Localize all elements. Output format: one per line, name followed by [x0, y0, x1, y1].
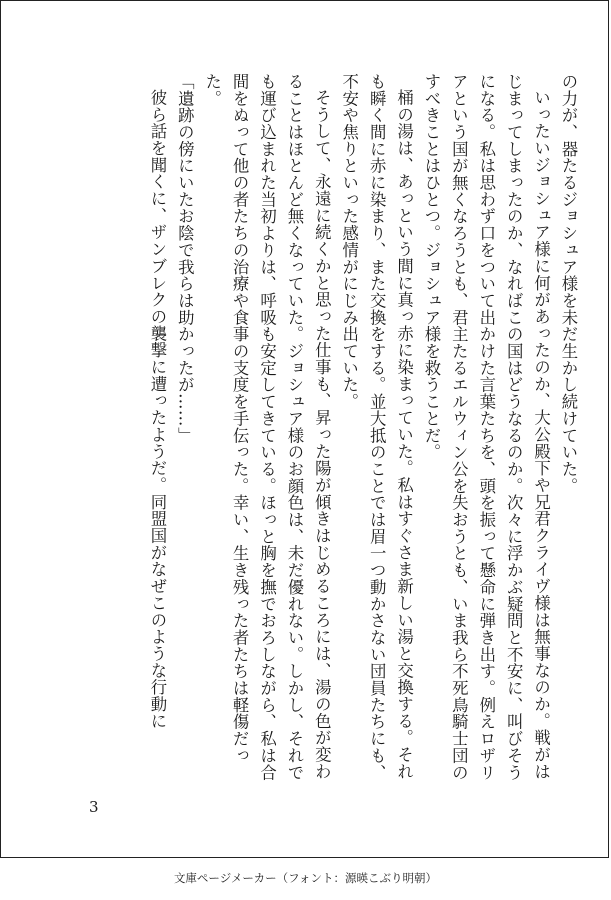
paragraph-2: いったいジョシュア様に何があったのか、大公殿下や兄君クライヴ様は無事なのか。戦がはじまってしまったのか、なればこの国はどうなるのか。次々に浮かぶ疑問と不安に、叫びそうになる。私は思わず口をついて出かけた言葉たちを、頭を振って懸命に弾き出す。例えロザリアという国が無くなろうとも、君主たるエルウィン公を失おうとも、いま我ら不死鳥騎士団のすべきことはひとつ。ジョシュア様を救うことだ。: [421, 73, 551, 781]
page-number: 3: [89, 798, 99, 816]
vertical-text-body: [62, 73, 582, 785]
dialogue-line: 「遺跡の傍にいたお陰で我らは助かったが……」: [175, 73, 195, 444]
paragraph-6: 彼ら話を聞くに、ザンブレクの襲撃に遭ったようだ。同盟国がなぜこのような行動に: [147, 89, 167, 730]
paragraph-1: の力が、器たるジョシュア様を未だ生かし続けていた。: [559, 73, 578, 495]
footer-credit: 文庫ページメーカー（フォント：源暎こぶり明朝）: [173, 871, 438, 885]
paragraph-3: 桶の湯は、あっという間に真っ赤に染まっていた。私はすぐさま新しい湯と交換する。それも瞬く間に赤に染まり、また交換をする。並大抵のことでは眉一つ動かさない団員たちにも、不安や焦りといった感情がにじみ出ていた。: [339, 73, 414, 781]
paragraph-4: そうして、永遠に続くかと思った仕事も、昇った陽が傾きはじめるころには、湯の色が変わることはほとんど無くなっていた。ジョシュア様のお顔色は、未だ優れない。しかし、それでも運び込まれた当初よりは、呼吸も安定してきている。ほっと胸を撫でおろしながら、私は合間をぬって他の者たちの治療や食事の支度を手伝った。幸い、生き残った者たちは軽傷だった。: [202, 73, 332, 781]
